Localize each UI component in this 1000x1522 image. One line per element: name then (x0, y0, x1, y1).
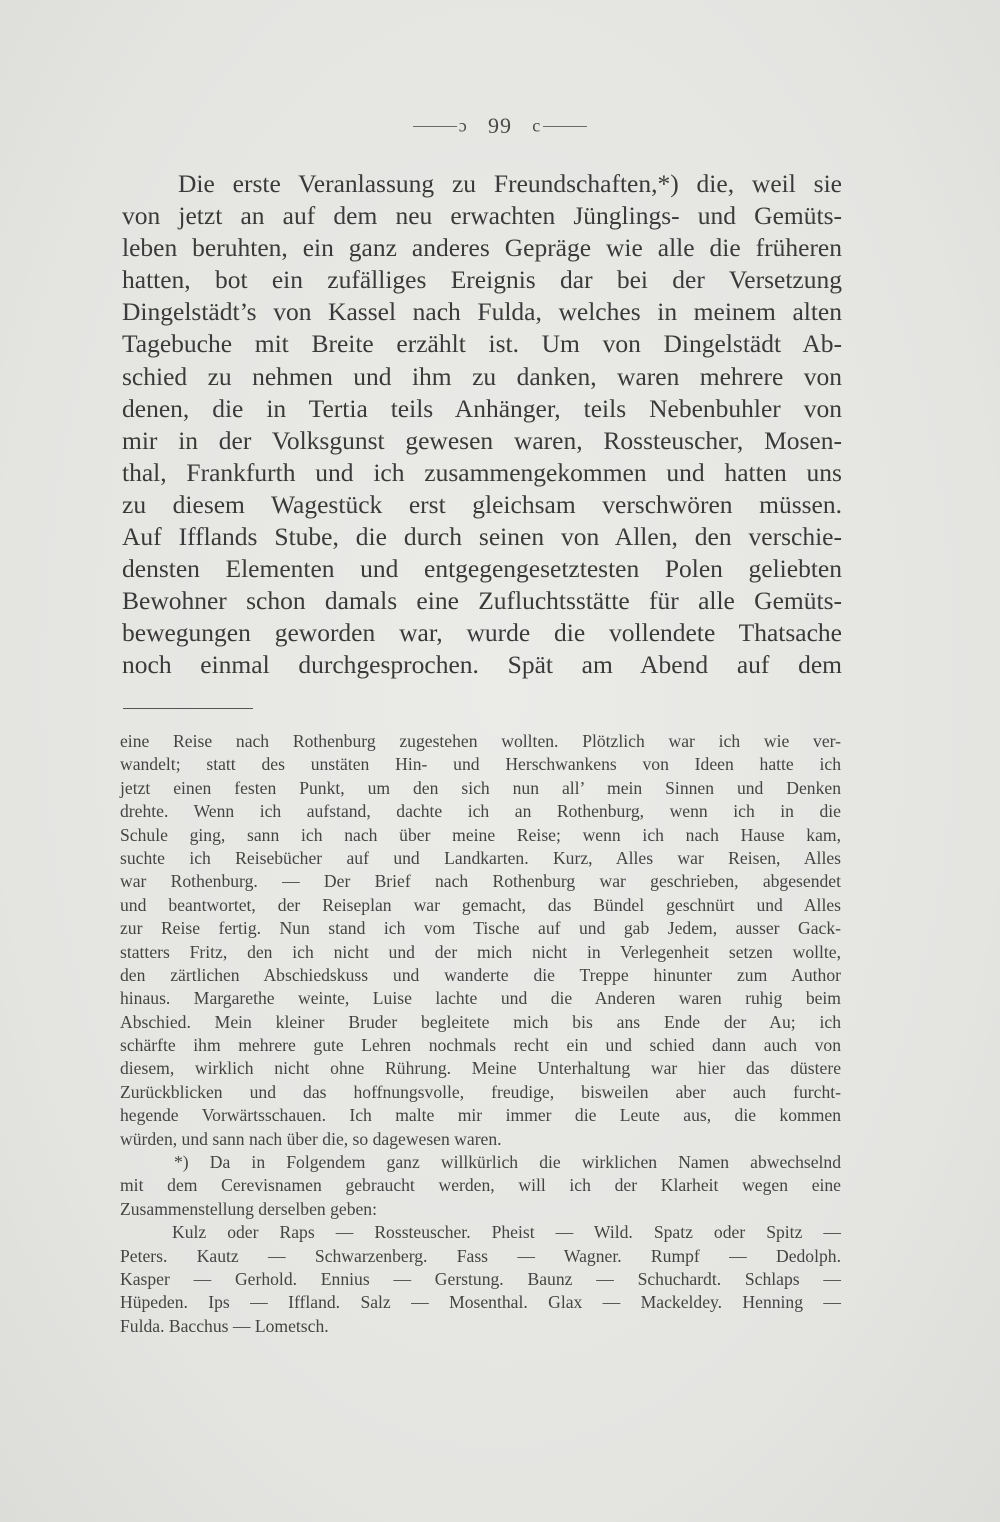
main-text-line: denen, die in Tertia teils Anhänger, teils Nebenbuhler von (122, 393, 842, 423)
main-text-line: leben beruhten, ein ganz anderes Gepräge wie alle die früheren (122, 233, 842, 263)
footnote-line: würden, und sann nach über die, so dagewesen waren. (120, 1128, 502, 1149)
footnote-line: hegende Vorwärtsschauen. Ich malte mir immer die Leute aus, die kommen (120, 1105, 841, 1126)
footnote-line: schärfte ihm mehrere gute Lehren nochmals recht ein und schied dann auch von (120, 1035, 841, 1056)
footnote-line: jetzt einen festen Punkt, um den sich nun all’ mein Sinnen und Denken (120, 777, 841, 798)
main-text-line: bewegungen geworden war, wurde die vollendete Thatsache (122, 618, 842, 648)
header-rule-right (543, 126, 587, 127)
footnote-line: Peters. Kautz — Schwarzenberg. Fass — Wagner. Rumpf — Dedolph. (120, 1245, 841, 1266)
footnote-line: Zusammenstellung derselben geben: (120, 1198, 377, 1219)
header-ornament-right: c (532, 115, 542, 136)
header-ornament-left: ɔ (458, 115, 468, 136)
footnote-line: Schule ging, sann ich nach über meine Reise; wenn ich nach Hause kam, (120, 824, 841, 845)
main-text-line: densten Elementen und entgegengesetztesten Polen geliebten (122, 554, 842, 584)
main-text-line: hatten, bot ein zufälliges Ereignis dar bei der Versetzung (122, 265, 842, 295)
main-text-line: Tagebuche mit Breite erzählt ist. Um von Dingelstädt Ab- (122, 329, 842, 359)
footnote-line: wandelt; statt des unstäten Hin- und Herschwankens von Ideen hatte ich (120, 754, 841, 775)
main-text-block (122, 168, 842, 682)
footnote-line: hinaus. Margarethe weinte, Luise lachte und die Anderen waren ruhig beim (120, 988, 841, 1009)
footnote-block (120, 730, 841, 1338)
footnote-line: war Rothenburg. — Der Brief nach Rothenburg war geschrieben, abgesendet (120, 871, 841, 892)
footnote-line: Hüpeden. Ips — Iffland. Salz — Mosenthal. Glax — Mackeldey. Henning — (120, 1292, 841, 1313)
footnote-separator (123, 708, 253, 709)
main-text-line: schied zu nehmen und ihm zu danken, waren mehrere von (122, 361, 842, 391)
footnote-line: suchte ich Reisebücher auf und Landkarten. Kurz, Alles war Reisen, Alles (120, 847, 841, 868)
footnote-line: statters Fritz, den ich nicht und der mich nicht in Verlegenheit setzen wollte, (120, 941, 841, 962)
footnote-line: Abschied. Mein kleiner Bruder begleitete mich bis ans Ende der Au; ich (120, 1011, 841, 1032)
footnote-line: Kulz oder Raps — Rossteuscher. Pheist — Wild. Spatz oder Spitz — (172, 1222, 841, 1243)
footnote-line: *) Da in Folgendem ganz willkürlich die wirklichen Namen abwechselnd (174, 1152, 841, 1173)
footnote-line: eine Reise nach Rothenburg zugestehen wollten. Plötzlich war ich wie ver- (120, 731, 841, 751)
footnote-line: drehte. Wenn ich aufstand, dachte ich an Rothenburg, wenn ich in die (120, 801, 841, 822)
page-number: 99 (488, 113, 512, 139)
header-rule-left (413, 126, 457, 127)
main-text-line: von jetzt an auf dem neu erwachten Jünglings- und Gemüts- (122, 201, 842, 231)
main-text-line: thal, Frankfurth und ich zusammengekommen und hatten uns (122, 457, 842, 487)
main-text-line: noch einmal durchgesprochen. Spät am Abend auf dem (122, 650, 842, 680)
main-text-line: zu diesem Wagestück erst gleichsam verschwören müssen. (122, 489, 842, 519)
page-header (0, 112, 1000, 139)
main-text-line: Auf Ifflands Stube, die durch seinen von Allen, den verschie- (122, 522, 842, 552)
main-text-line: Die erste Veranlassung zu Freundschaften,*) die, weil sie (178, 169, 842, 198)
main-text-line: Dingelstädt’s von Kassel nach Fulda, welches in meinem alten (122, 297, 842, 327)
footnote-line: mit dem Cerevisnamen gebraucht werden, will ich der Klarheit wegen eine (120, 1175, 841, 1196)
footnote-line: Kasper — Gerhold. Ennius — Gerstung. Baunz — Schuchardt. Schlaps — (120, 1268, 841, 1289)
footnote-line: und beantwortet, der Reiseplan war gemacht, das Bündel geschnürt und Alles (120, 894, 841, 915)
footnote-line: Fulda. Bacchus — Lometsch. (120, 1315, 329, 1336)
main-text-line: mir in der Volksgunst gewesen waren, Rossteuscher, Mosen- (122, 425, 842, 455)
footnote-line: zur Reise fertig. Nun stand ich vom Tische auf und gab Jedem, ausser Gack- (120, 918, 841, 939)
main-text-line: Bewohner schon damals eine Zufluchtsstätte für alle Gemüts- (122, 586, 842, 616)
footnote-line: Zurückblicken und das hoffnungsvolle, freudige, bisweilen aber auch furcht- (120, 1081, 841, 1102)
footnote-line: diesem, wirklich nicht ohne Rührung. Meine Unterhaltung war hier das düstere (120, 1058, 841, 1079)
footnote-line: den zärtlichen Abschiedskuss und wanderte die Treppe hinunter zum Author (120, 964, 841, 985)
